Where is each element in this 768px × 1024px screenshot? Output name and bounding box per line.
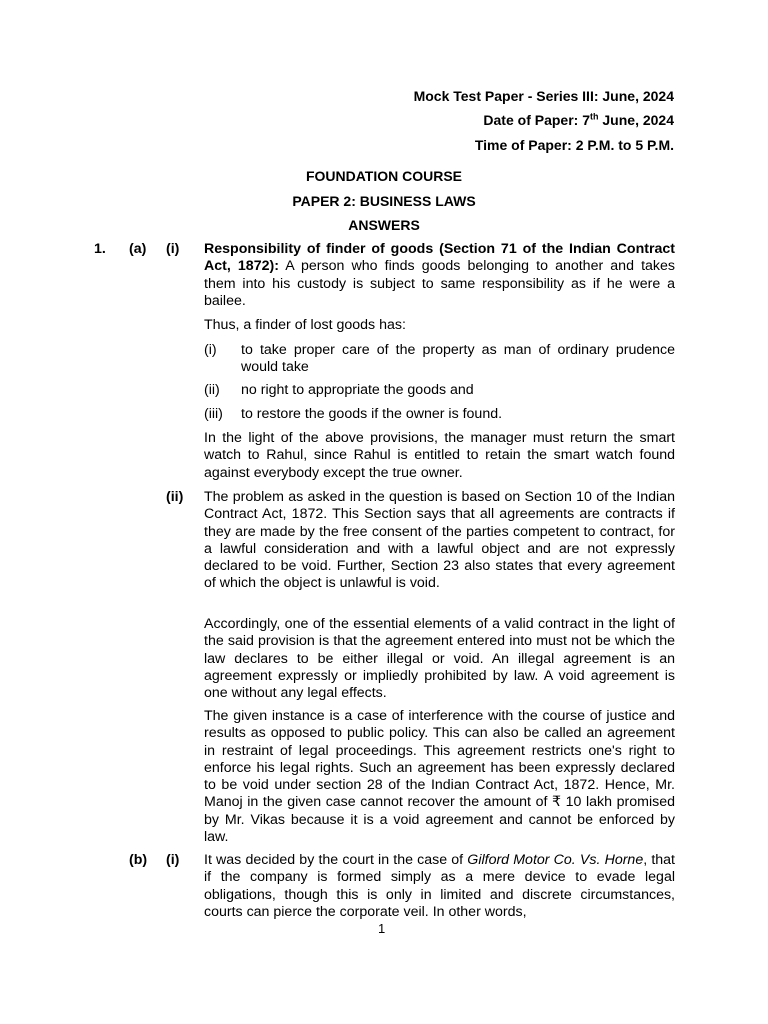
list-item-text: no right to appropriate the goods and xyxy=(241,382,474,398)
date-line xyxy=(483,112,674,128)
list-item-text: to restore the goods if the owner is found. xyxy=(241,406,503,422)
sub-i-label: (i) xyxy=(166,241,180,257)
section10-paragraph: The problem as asked in the question is based on Section 10 of the Indian Contract Act, 1872. This Section says that all agreements are contracts if they are made by the free consent of the parties competent to contract, for a lawful consideration and with a lawful object and are not expressly declared to be void. Further, Section 23 also states that every agreement of which the object is unlawful is void. xyxy=(204,489,675,592)
question-number: 1. xyxy=(94,241,106,257)
sub-i-label: (i) xyxy=(166,852,180,868)
restraint-paragraph: The given instance is a case of interference with the course of justice and results as opposed to public policy. This can also be called an agreement in restraint of legal proceedings. This agreement restricts one's right to enforce his legal rights. Such an agreement has been expressly declared to be void under section 28 of the Indian Contract Act, 1872. Hence, Mr. Manoj in the given case cannot recover the amount of ₹ 10 lakh promised by Mr. Vikas because it is a void agreement and cannot be enforced by law. xyxy=(204,708,675,846)
list-item-num: (i) xyxy=(204,342,217,358)
answers-title: ANSWERS xyxy=(348,217,420,233)
finder-intro-text: A person who finds goods belonging to another and takes them into his custody is subject to same responsibility as if he were a bailee. xyxy=(204,258,675,309)
finder-responsibility-paragraph xyxy=(204,241,675,310)
finder-heading: Responsibility of finder of goods (Section 71 of the Indian Contract Act, 1872): xyxy=(204,241,675,275)
page-number: 1 xyxy=(378,921,386,936)
date-prefix: Date of Paper: 7 xyxy=(483,112,590,128)
series-line: Mock Test Paper - Series III: June, 2024 xyxy=(413,88,674,104)
course-title: FOUNDATION COURSE xyxy=(305,168,463,184)
list-item-num: (iii) xyxy=(204,406,223,422)
date-superscript: th xyxy=(590,111,599,122)
thus-line: Thus, a finder of lost goods has: xyxy=(204,317,406,333)
case-name: Gilford Motor Co. Vs. Horne xyxy=(467,852,644,868)
time-line: Time of Paper: 2 P.M. to 5 P.M. xyxy=(474,137,674,153)
list-item-num: (ii) xyxy=(204,382,220,398)
gilford-text-before: It was decided by the court in the case of xyxy=(204,852,468,868)
sub-ii-label: (ii) xyxy=(166,489,184,505)
part-a-label: (a) xyxy=(129,241,147,257)
part-b-label: (b) xyxy=(129,852,148,868)
paper-title: PAPER 2: BUSINESS LAWS xyxy=(292,193,476,209)
date-suffix: June, 2024 xyxy=(598,112,674,128)
finder-conclusion: In the light of the above provisions, the manager must return the smart watch to Rahul, since Rahul is entitled to retain the smart watch found against everybody except the true owner. xyxy=(204,430,675,481)
gilford-paragraph xyxy=(204,852,675,921)
gilford-text-after: , that if the company is formed simply as a mere device to evade legal obligations, though this is only in limited and discrete circumstances, courts can pierce the corporate veil. In other words, xyxy=(204,852,675,920)
essential-elements-paragraph: Accordingly, one of the essential elements of a valid contract in the light of the said provision is that the agreement entered into must not be which the law declares to be either illegal or void. An illegal agreement is an agreement expressly or impliedly prohibited by law. A void agreement is one without any legal effects. xyxy=(204,616,675,702)
list-item-text: to take proper care of the property as man of ordinary prudence would take xyxy=(241,342,675,376)
